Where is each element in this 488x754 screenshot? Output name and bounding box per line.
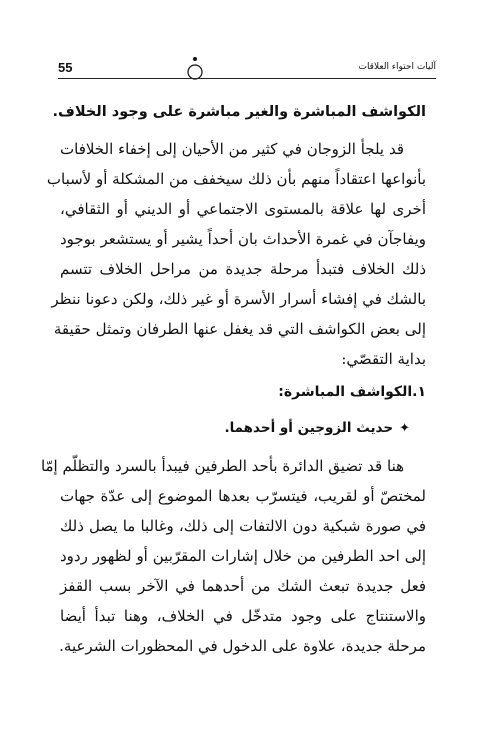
header-rule [58, 78, 436, 79]
text-line: إلى بعض الكواشف التي قد يغفل عنها الطرفان وتمثل حقيقة [53, 320, 426, 338]
text-line: في صورة شبكية دون الالتفات إلى ذلك، وغالبا ما يصل ذلك [60, 517, 426, 535]
page-content [40, 100, 426, 661]
text-line: قد يلجأ الزوجان في كثير من الأحيان إلى إخفاء الخلافات [60, 140, 404, 158]
text-line: بالشك في إفشاء أسرار الأسرة أو غير ذلك، ولكن دعونا ننظر [51, 290, 426, 308]
text-line: والاستنتاج على وجود متدخّل في الخلاف، وهنا تبدأ أيضا [60, 607, 426, 625]
section-heading: ١.الكواشف المباشرة: [278, 384, 426, 400]
running-header [58, 56, 436, 84]
paragraph-2 [40, 451, 426, 661]
text-line: ذلك الخلاف فتبدأ مرحلة جديدة من مراحل الخلاف تتسم [60, 260, 426, 278]
page-number: 55 [58, 60, 73, 75]
bullet-heading-text: حديث الزوجين أو أحدهما. [224, 420, 394, 436]
text-line: بأنواعها اعتقاداً منهم بأن ذلك سيخفف من المشكلة أو لأسباب [46, 170, 426, 188]
text-line: هنا قد تضيق الدائرة بأحد الطرفين فيبدأ بالسرد والتظلّم إمّا [40, 457, 404, 475]
running-title: آليات احتواء العلاقات [358, 62, 436, 72]
text-line: بداية التقصّي: [341, 350, 426, 368]
paragraph-1 [46, 134, 426, 374]
text-line: فعل جديدة تبعث الشك من أحدهما في الآخر بسب القفز [60, 577, 426, 595]
bullet-heading [60, 416, 410, 441]
text-line: إلى احد الطرفين من خلال إشارات المقرّبين أو لظهور ردود [60, 547, 426, 565]
star-bullet-icon: ✦ [399, 421, 410, 436]
text-line: مرحلة جديدة، علاوة على الدخول في المحظورات الشرعية. [59, 637, 426, 655]
text-line: أخرى لها علاقة بالمستوى الاجتماعي أو الديني أو الثقافي، [60, 200, 426, 218]
main-heading: الكواشف المباشرة والغير مباشرة على وجود الخلاف. [52, 104, 426, 120]
text-line: ويفاجآن في غمرة الأحداث بان أحداً يشير أو يستشعر بوجود [60, 230, 426, 248]
text-line: لمختصّ أو لقريب، فيتسرّب بعدها الموضوع إلى عدّة جهات [60, 487, 426, 505]
